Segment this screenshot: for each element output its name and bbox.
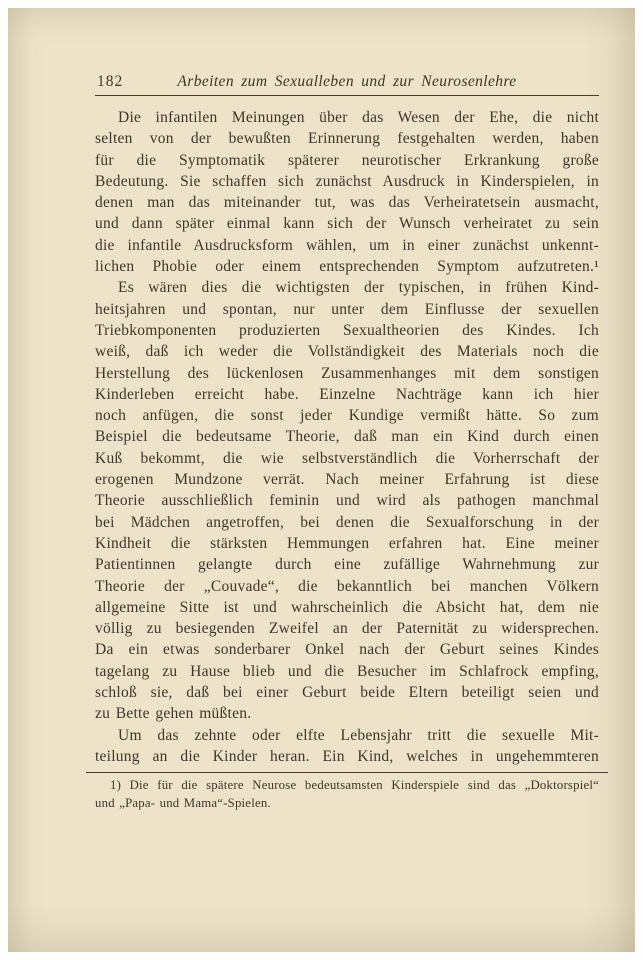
text-line: 1) Die für die spätere Neurose bedeutsamsten Kinderspiele sind das „Doktorspiel“ (110, 778, 599, 793)
text-line: bei Mädchen angetroffen, bei denen die Sexualforschung in der (95, 513, 599, 531)
paragraph (95, 277, 599, 724)
text-line: die infantile Ausdrucksform wählen, um in einer zunächst unkennt- (95, 236, 599, 254)
text-line: Kinderleben erreicht habe. Einzelne Nachträge kann ich hier (95, 385, 599, 403)
text-line: Da ein etwas sonderbarer Onkel nach der Geburt seines Kindes (95, 641, 599, 659)
text-line: heitsjahren und spontan, nur unter dem Einflusse der sexuellen (95, 300, 599, 318)
text-line: Triebkomponenten produzierten Sexualtheorien des Kindes. Ich (95, 321, 599, 339)
running-title: Arbeiten zum Sexualleben und zur Neurosenlehre (177, 73, 517, 90)
text-line: Beispiel die bedeutsame Theorie, daß man ein Kind durch einen (95, 428, 599, 446)
text-line: Um das zehnte oder elfte Lebensjahr tritt die sexuelle Mit- (118, 726, 599, 744)
text-line: Bedeutung. Sie schaffen sich zunächst Ausdruck in Kinderspielen, in (95, 172, 599, 190)
text-line: noch anfügen, die sonst jeder Kundige vermißt hätte. So zum (95, 407, 599, 425)
text-line: Theorie ausschließlich feminin und wird als pathogen manchmal (95, 492, 599, 510)
text-line: völlig zu besiegenden Zweifel an der Paternität zu widersprechen. (95, 620, 599, 638)
footnote (95, 777, 599, 812)
text-line: Kuß bekommt, die wie selbstverständlich die Vorherrschaft der (95, 449, 599, 467)
text-line: Herstellung des lückenlosen Zusammenhanges mit dem sonstigen (95, 364, 599, 382)
text-line: allgemeine Sitte ist und wahrscheinlich die Absicht hat, dem nie (95, 598, 599, 616)
book-page (8, 8, 635, 952)
text-line: Theorie der „Couvade“, die bekanntlich bei manchen Völkern (95, 577, 599, 595)
text-line: und „Papa- und Mama“-Spielen. (95, 795, 271, 810)
text-line: zu Bette gehen müßten. (95, 705, 252, 723)
text-line: Die infantilen Meinungen über das Wesen der Ehe, die nicht (118, 109, 599, 126)
text-line: weiß, daß ich weder die Vollständigkeit des Materials noch die (95, 343, 599, 361)
paragraph (95, 725, 599, 768)
text-line: denen man das miteinander tut, was das Verheiratetsein ausmacht, (95, 194, 599, 212)
paragraph (95, 107, 599, 277)
text-line: schloß sie, daß bei einer Geburt beide Eltern beteiligt seien und (95, 684, 599, 702)
text-line: teilung an die Kinder heran. Ein Kind, welches in ungehemmteren (95, 747, 599, 765)
body-text (95, 107, 599, 767)
page-content (95, 8, 599, 812)
text-line: tagelang zu Hause blieb und die Besucher im Schlafrock empfing, (95, 662, 599, 680)
text-line: Patientinnen gelangte durch eine zufällige Wahrnehmung zur (95, 556, 599, 574)
text-line: selten von der bewußten Erinnerung festgehalten werden, haben (95, 130, 599, 148)
text-line: erogenen Mundzone verrät. Nach meiner Erfahrung ist diese (95, 471, 599, 489)
text-line: Es wären dies die wichtigsten der typischen, in frühen Kind- (118, 279, 599, 297)
page-header (95, 72, 599, 96)
text-line: und dann später einmal kann sich der Wunsch verheiratet zu sein (95, 215, 599, 233)
page-number: 182 (97, 73, 124, 90)
text-line: für die Symptomatik späterer neurotischer Erkrankung große (95, 151, 599, 169)
text-line: Kindheit die stärksten Hemmungen erfahren hat. Eine meiner (95, 534, 599, 552)
footnote-rule (86, 772, 608, 773)
text-line: lichen Phobie oder einem entsprechenden Symptom aufzutreten.¹ (95, 258, 599, 276)
